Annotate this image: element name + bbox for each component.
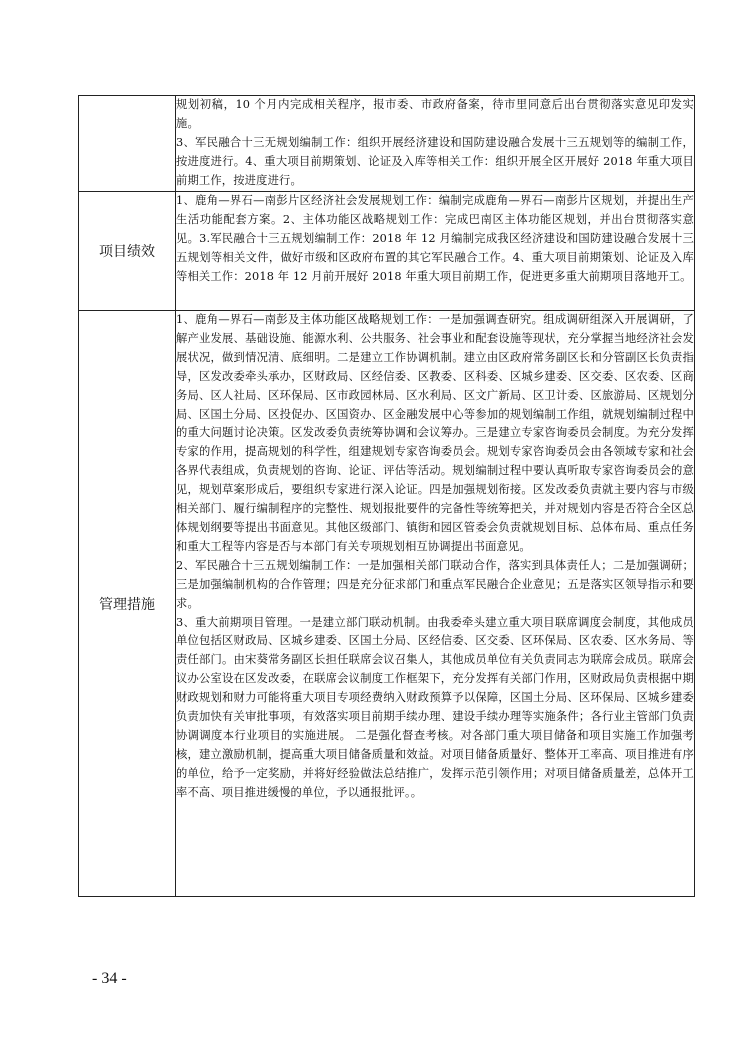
row-label-cell — [79, 311, 176, 897]
table-row — [79, 96, 695, 192]
row-content-cell — [176, 311, 695, 897]
row-label: 管理措施 — [99, 596, 155, 613]
paragraph: 规划初稿，10 个月内完成相关程序，报市委、市政府备案，待市里同意后出台贯彻落实意见印发实施。 — [176, 98, 694, 130]
page-number: - 34 - — [92, 970, 127, 987]
paragraph: 1、鹿角—界石—南彭及主体功能区战略规划工作：一是加强调查研究。组成调研组深入开展调研，了解产业发展、基础设施、能源水利、公共服务、社会事业和配套设施等现状，充分掌握当地经济社会发展状况，做到情况清、底细明。二是建立工作协调机制。建立由区政府常务副区长和分管副区长负责指导，区发改委牵头承办，区财政局、区经信委、区教委、区科委、区城乡建委、区交委、区农委、区商务局、区人社局、区环保局、区市政园林局、区水利局、区文广新局、区卫计委、区旅游局、区规划分局、区国土分局、区投促办、区国资办、区金融发展中心等参加的规划编制工作组，就规划编制过程中的重大问题讨论决策。区发改委负责统筹协调和会议筹办。三是建立专家咨询委员会制度。为充分发挥专家的作用，提高规划的科学性，组建规划专家咨询委员会。规划专家咨询委员会由各领域专家和社会各界代表组成，负责规划的咨询、论证、评估等活动。规划编制过程中要认真听取专家咨询委员会的意见，规划草案形成后，要组织专家进行深入论证。四是加强规划衔接。区发改委负责就主要内容与市级相关部门、履行编制程序的完整性、规划报批要件的完备性等统筹把关，并对规划内容是否符合全区总体规划纲要等提出书面意见。其他区级部门、镇街和园区管委会负责就规划目标、总体布局、重点任务和重大工程等内容是否与本部门有关专项规划相互协调提出书面意见。 — [176, 313, 694, 553]
paragraph: 1、鹿角—界石—南彭片区经济社会发展规划工作：编制完成鹿角—界石—南彭片区规划，并提出生产生活功能配套方案。2、主体功能区战略规划工作：完成巴南区主体功能区规划，并出台贯彻落实意见。3.军民融合十三五规划编制工作：2018 年 12 月编制完成我区经济建设和国防建设融合发展十三五规划等相关文件，做好市级和区政府布置的其它军民融合工作。4、重大项目前期策划、论证及入库等相关工作：2018 年 12 月前开展好 2018 年重大项目前期工作，促进更多重大前期项目落地开工。 — [176, 194, 694, 283]
row-label-cell — [79, 96, 176, 192]
table-row — [79, 192, 695, 311]
row-content-cell — [176, 96, 695, 192]
table-row — [79, 311, 695, 897]
paragraph: 3、重大前期项目管理。一是建立部门联动机制。由我委牵头建立重大项目联席调度会制度，其他成员单位包括区财政局、区城乡建委、区国土分局、区经信委、区交委、区环保局、区农委、区水务局、等责任部门。由宋葵常务副区长担任联席会议召集人，其他成员单位有关负责同志为联席会成员。联席会议办公室设在区发改委，在联席会议制度工作框架下，充分发挥有关部门作用，区财政局负责根据中期财政规划和财力可能将重大项目专项经费纳入财政预算予以保障，区国土分局、区环保局、区城乡建委负责加快有关审批事项，有效落实项目前期手续办理、建设手续办理等实施条件；各行业主管部门负责协调调度本行业项目的实施进展。 二是强化督查考核。对各部门重大项目储备和项目实施工作加强考核，建立激励机制，提高重大项目储备质量和效益。对项目储备质量好、整体开工率高、项目推进有序的单位，给予一定奖励，并将好经验做法总结推广，发挥示范引领作用；对项目储备质量差，总体开工率不高、项目推进缓慢的单位，予以通报批评。。 — [176, 615, 694, 799]
row-label: 项目绩效 — [99, 244, 155, 260]
paragraph: 3、军民融合十三无规划编制工作：组织开展经济建设和国防建设融合发展十三五规划等的编制工作，按进度进行。4、重大项目前期策划、论证及入库等相关工作：组织开展全区开展好 2018 年重大项目前期工作，按进度进行。 — [176, 135, 694, 187]
row-label-cell — [79, 192, 176, 311]
row-content-cell — [176, 192, 695, 311]
paragraph: 2、军民融合十三五规划编制工作：一是加强相关部门联动合作，落实到具体责任人；二是加强调研；三是加强编制机构的合作管理；四是充分征求部门和重点军民融合企业意见；五是落实区领导指示和要求。 — [176, 558, 694, 610]
document-table — [78, 95, 695, 897]
